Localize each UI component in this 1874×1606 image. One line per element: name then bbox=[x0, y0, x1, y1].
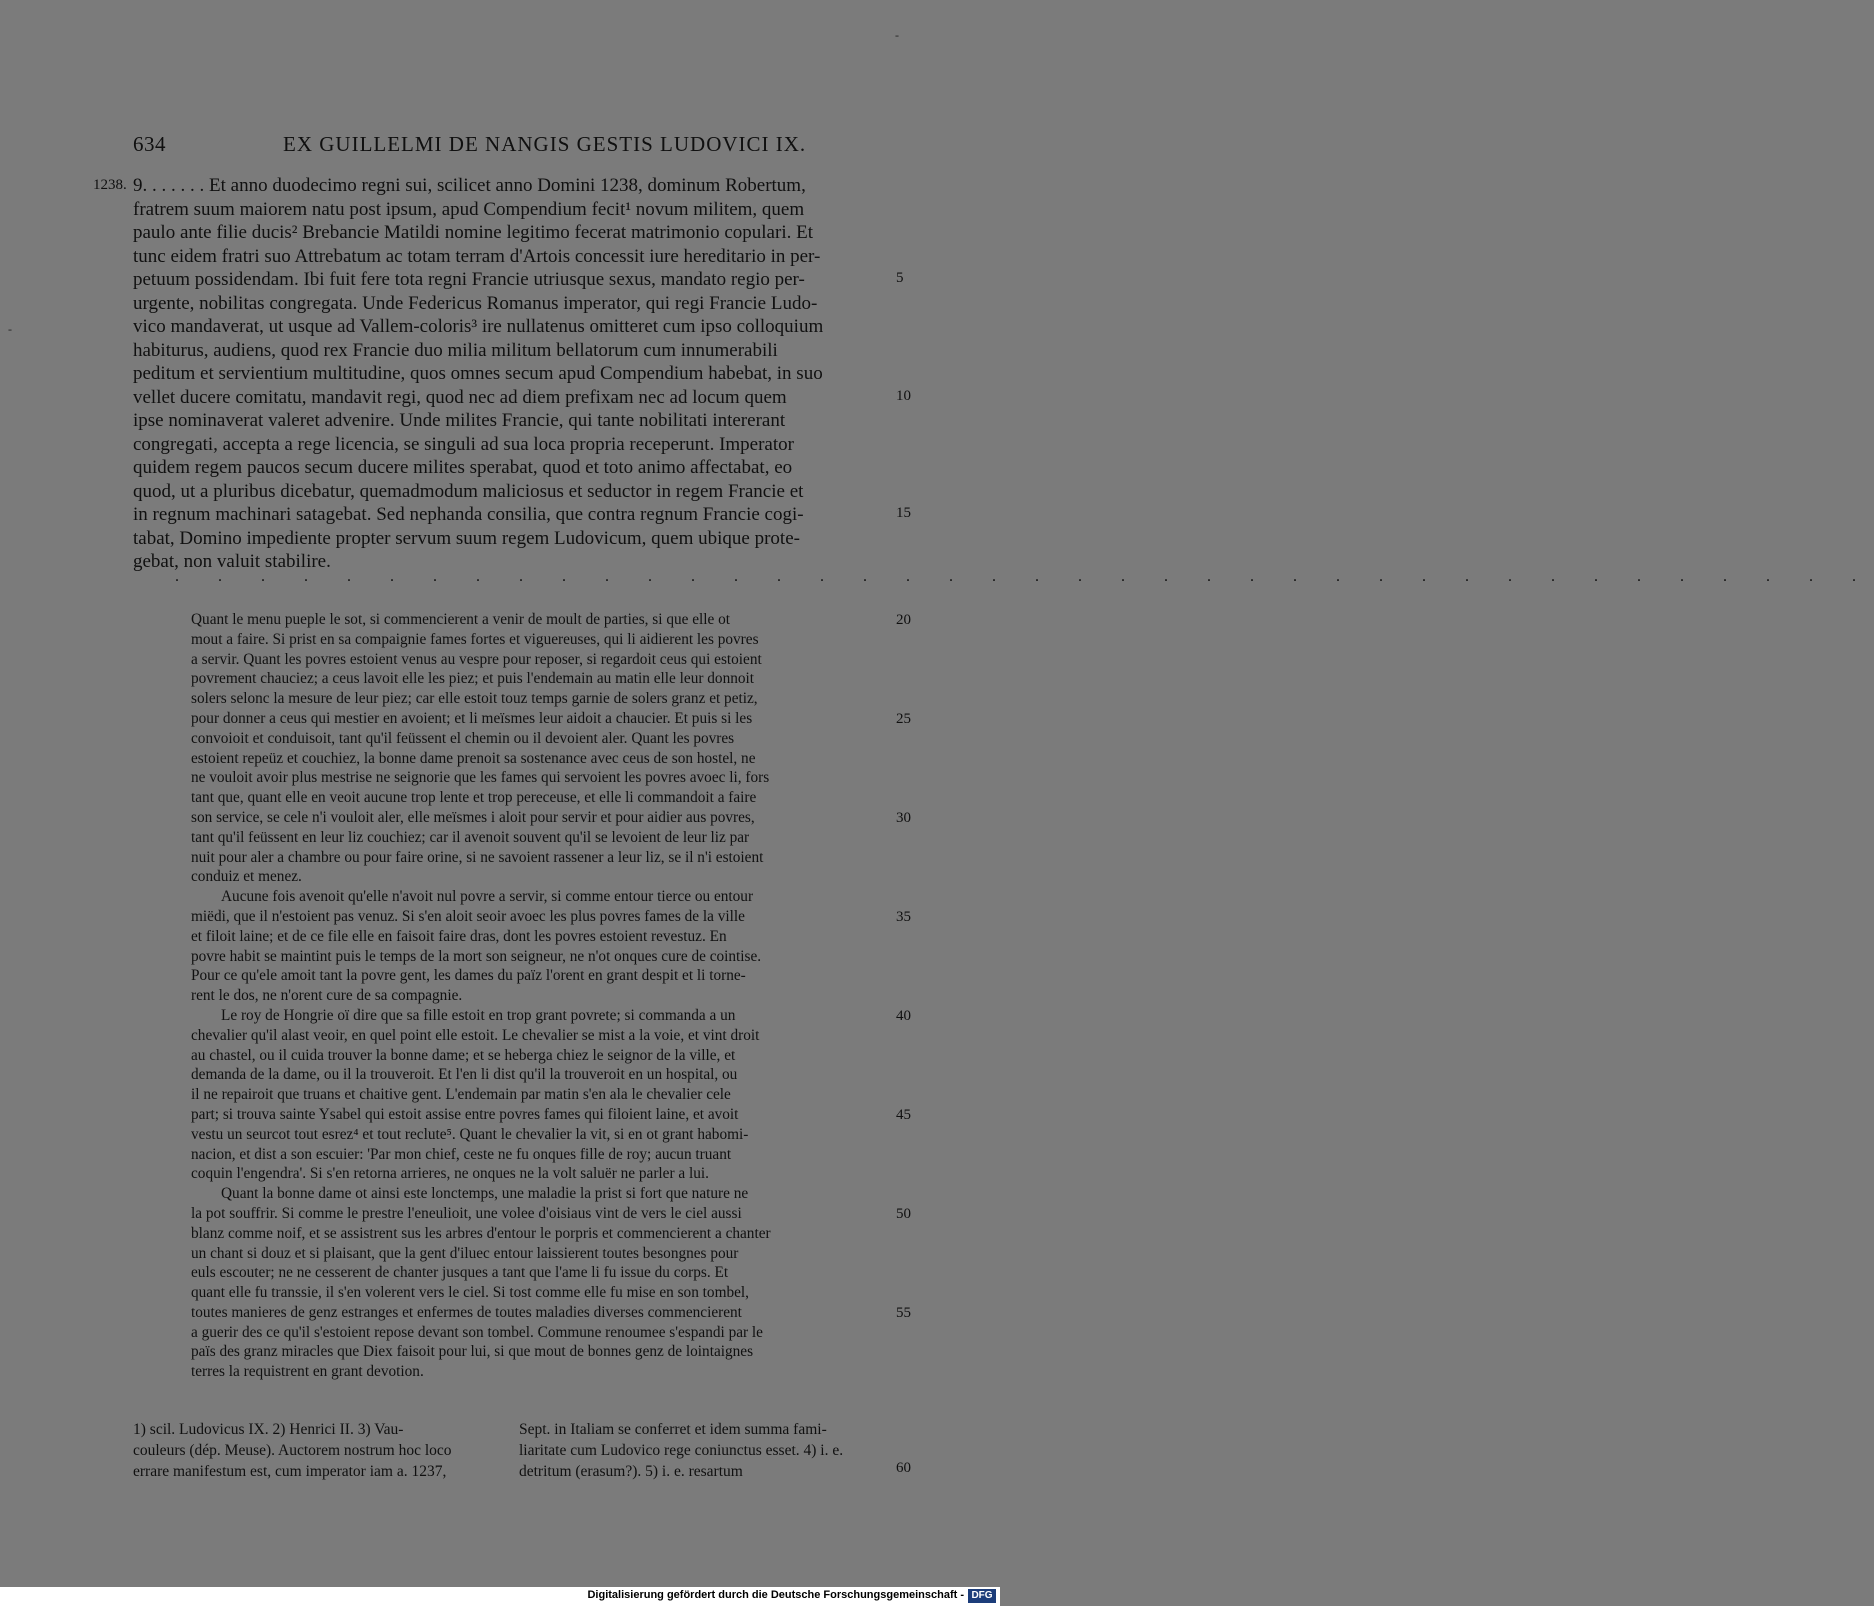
text-line: un chant si douz et si plaisant, que la gent d'iluec entour laissierent toutes besongnes pour bbox=[191, 1244, 739, 1262]
text-line: nacion, et dist a son escuier: 'Par mon chief, ceste ne fu onques fille de roy; aucun truant bbox=[191, 1145, 732, 1163]
text-line: coquin l'engendra'. Si s'en retorna arrieres, ne onques ne la volt saluër ne parler a lui. bbox=[191, 1165, 709, 1183]
footnote-line: liaritate cum Ludovico rege coniunctus esset. 4) i. e. bbox=[519, 1442, 844, 1459]
text-line: quant elle fu transsie, il s'en volerent vers le ciel. Si tost comme elle fu mise en son tombel, bbox=[191, 1284, 749, 1302]
line-number: 40 bbox=[896, 1008, 911, 1024]
text-line: tabat, Domino impediente propter servum suum regem Ludovicum, quem ubique prote- bbox=[133, 527, 800, 549]
text-line: nuit pour aler a chambre ou pour faire orine, si ne savoient rassener a leur liz, se il n'i estoient bbox=[191, 848, 764, 866]
text-line: solers selonc la mesure de leur piez; car elle estoit touz temps garnie de solers granz et petiz, bbox=[191, 690, 758, 708]
text-line: la pot souffrir. Si comme le prestre l'eneulioit, une volee d'oisiaus vint de vers le ciel aussi bbox=[191, 1204, 742, 1222]
text-line: tunc eidem fratri suo Attrebatum ac totam terram d'Artois concessit iure hereditario in per- bbox=[133, 245, 821, 267]
text-line: petuum possidendam. Ibi fuit fere tota regni Francie utriusque sexus, mandato regio per- bbox=[133, 269, 805, 290]
footnote-line: errare manifestum est, cum imperator iam a. 1237, bbox=[133, 1463, 447, 1480]
line-number: 10 bbox=[896, 387, 911, 404]
text-line: Quant le menu pueple le sot, si commencierent a venir de moult de parties, si que elle ot bbox=[191, 611, 731, 628]
line-number: 20 bbox=[896, 612, 911, 628]
text-line: toutes manieres de genz estranges et enfermes de toutes maladies diverses commencierent bbox=[191, 1303, 742, 1321]
footnotes-column-left bbox=[133, 1419, 508, 1482]
text-line: conduiz et menez. bbox=[191, 868, 302, 886]
line-number: 50 bbox=[896, 1206, 911, 1222]
line-number: 25 bbox=[896, 711, 911, 727]
text-line: pour donner a ceus qui mestier en avoient; et li meïsmes leur aidoit a chaucier. Et puis si les bbox=[191, 709, 753, 727]
text-line: part; si trouva sainte Ysabel qui estoit assise entre povres fames qui filoient laine, et avoit bbox=[191, 1105, 739, 1123]
text-line: au chastel, ou il cuida trouver la bonne dame; et se heberga chiez le seignor de la ville, et bbox=[191, 1046, 736, 1064]
text-line: chevalier qu'il alast veoir, en quel point elle estoit. Le chevalier se mist a la voie, et vint droit bbox=[191, 1026, 760, 1044]
text-line: convoioit et conduisoit, tant qu'il feüssent el chemin ou il devoient aler. Quant les povres bbox=[191, 729, 735, 747]
page-number: 634 bbox=[133, 132, 166, 156]
text-line: et filoit laine; et de ce file elle en faisoit faire dras, dont les povres estoient revestuz. En bbox=[191, 927, 727, 945]
scan-edge-mark-left: - bbox=[8, 322, 12, 336]
text-line: gebat, non valuit stabilire. bbox=[133, 551, 331, 572]
text-line: ne vouloit avoir plus mestrise ne seignorie que les fames qui servoient les povres avoec li, fors bbox=[191, 769, 770, 787]
text-line: mout a faire. Si prist en sa compaignie fames fortes et viguereuses, qui li aidierent les povres bbox=[191, 630, 759, 648]
text-line: a guerir des ce qu'il s'estoient repose devant son tombel. Commune renoumee s'espandi par le bbox=[191, 1323, 763, 1341]
text-line: Quant la bonne dame ot ainsi este lonctemps, une maladie la prist si fort que nature ne bbox=[221, 1185, 749, 1203]
line-number: 45 bbox=[896, 1107, 911, 1123]
running-title: EX GUILLELMI DE NANGIS GESTIS LUDOVICI IX. bbox=[283, 132, 807, 156]
text-line: habiturus, audiens, quod rex Francie duo milia militum bellatorum cum innumerabili bbox=[133, 339, 778, 361]
footnote-line: couleurs (dép. Meuse). Auctorem nostrum hoc loco bbox=[133, 1442, 452, 1459]
text-line: a servir. Quant les povres estoient venus au vespre pour reposer, si regardoit ceus qui estoient bbox=[191, 650, 762, 668]
text-line: vestu un seurcot tout esrez⁴ et tout reclute⁵. Quant le chevalier la vit, si en ot grant habomi- bbox=[191, 1125, 749, 1143]
text-line: tant que, quant elle en veoit aucune trop lente et trop pereceuse, et elle li commandoit a faire bbox=[191, 789, 757, 807]
text-line: povrement chauciez; a ceus lavoit elle les piez; et puis l'endemain au matin elle leur donnoit bbox=[191, 670, 755, 688]
text-line: tant qu'il feüssent en leur liz couchiez; car il avenoit souvent qu'il se levoient de leur liz par bbox=[191, 828, 750, 846]
text-line: il ne repairoit que truans et chaitive gent. L'endemain par matin s'en ala le chevalier cele bbox=[191, 1086, 731, 1104]
footnote-line: 1) scil. Ludovicus IX. 2) Henrici II. 3) Vau- bbox=[133, 1421, 404, 1438]
line-number: 15 bbox=[896, 505, 911, 521]
text-line: blanz comme noif, et se assistrent sus les arbres d'entour le porpris et commencierent a chanter bbox=[191, 1224, 771, 1242]
ellipsis-separator: . . . . . . . . . . . . . . . . . . . . . . . . . . . . . . . . . . . . . . . . bbox=[175, 568, 1874, 585]
main-latin-text bbox=[133, 174, 891, 574]
text-line: quod, ut a pluribus dicebatur, quemadmodum maliciosus et seductor in regem Francie et bbox=[133, 480, 804, 502]
digitization-credit: Digitalisierung gefördert durch die Deutsche Forschungsgemeinschaft - bbox=[587, 1589, 964, 1601]
text-line: vico mandaverat, ut usque ad Vallem-coloris³ ire nullatenus omitteret cum ipso colloquium bbox=[133, 316, 824, 337]
text-line: in regnum machinari satagebat. Sed nephanda consilia, que contra regnum Francie cogi- bbox=[133, 504, 804, 525]
text-line: quidem regem paucos secum ducere milites sperabat, quod et toto animo affectabat, eo bbox=[133, 457, 793, 478]
footnote-line: Sept. in Italiam se conferret et idem summa fami- bbox=[519, 1421, 827, 1438]
line-number: 35 bbox=[896, 909, 911, 925]
text-line: Pour ce qu'ele amoit tant la povre gent, les dames du païz l'orent en grant despit et li torne- bbox=[191, 967, 746, 985]
text-line: fratrem suum maiorem natu post ipsum, apud Compendium fecit¹ novum militem, quem bbox=[133, 198, 805, 220]
text-line: terres la requistrent en grant devotion. bbox=[191, 1363, 424, 1381]
dfg-logo: DFG bbox=[968, 1589, 996, 1603]
text-line: urgente, nobilitas congregata. Unde Federicus Romanus imperator, qui regi Francie Ludo- bbox=[133, 292, 818, 314]
text-line: paulo ante filie ducis² Brebancie Matildi nomine legitimo fecerat matrimonio copulari. Et bbox=[133, 222, 813, 243]
text-line: congregati, accepta a rege licencia, se singuli ad sua loca propria receperunt. Imperator bbox=[133, 433, 794, 455]
text-line: miëdi, que il n'estoient pas venuz. Si s'en aloit seoir avoec les plus povres fames de la ville bbox=[191, 907, 745, 925]
text-line: rent le dos, ne n'orent cure de sa compagnie. bbox=[191, 987, 463, 1005]
text-line: Aucune fois avenoit qu'elle n'avoit nul povre a servir, si comme entour tierce ou entour bbox=[221, 888, 754, 906]
text-line: son service, se cele n'i vouloit aler, elle meïsmes i aloit pour servir et pour aidier aus povres, bbox=[191, 808, 755, 826]
line-number: 55 bbox=[896, 1305, 911, 1321]
text-line: ipse nominaverat valeret advenire. Unde milites Francie, qui tante nobilitati intererant bbox=[133, 410, 786, 431]
text-line: vellet ducere comitatu, mandavit regi, quod nec ad diem prefixam nec ad locum quem bbox=[133, 386, 787, 408]
text-line: estoient repeüz et couchiez, la bonne dame prenoit sa sostenance avec ceus de son hostel, ne bbox=[191, 749, 756, 767]
old-french-text bbox=[191, 610, 891, 1382]
text-line: peditum et servientium multitudine, quos omnes secum apud Compendium habebat, in suo bbox=[133, 363, 823, 384]
text-line: euls escouter; ne ne cesserent de chanter jusques a tant que l'ame li fu issue du corps. Et bbox=[191, 1264, 729, 1282]
text-line: païs des granz miracles que Diex faisoit pour lui, si que mout de bonnes genz de lointaignes bbox=[191, 1343, 754, 1361]
text-line: povre habit se maintint puis le temps de la mort son seigneur, ne n'ot onques cure de cointise. bbox=[191, 947, 762, 965]
footnote-line: detritum (erasum?). 5) i. e. resartum bbox=[519, 1463, 743, 1480]
line-number: 30 bbox=[896, 810, 911, 826]
text-line: 9. . . . . . . Et anno duodecimo regni sui, scilicet anno Domini 1238, dominum Robertum, bbox=[133, 175, 806, 196]
margin-year: 1238. bbox=[93, 177, 127, 193]
line-number: 60 bbox=[896, 1460, 911, 1476]
scan-edge-mark: - bbox=[895, 28, 899, 42]
text-line: demanda de la dame, ou il la trouveroit. Et l'en li dist qu'il la trouveroit en un hospital, ou bbox=[191, 1066, 738, 1084]
line-number: 5 bbox=[896, 270, 904, 286]
text-line: Le roy de Hongrie oï dire que sa fille estoit en trop grant povrete; si commanda a un bbox=[221, 1006, 736, 1024]
footnotes-column-right bbox=[519, 1419, 894, 1482]
